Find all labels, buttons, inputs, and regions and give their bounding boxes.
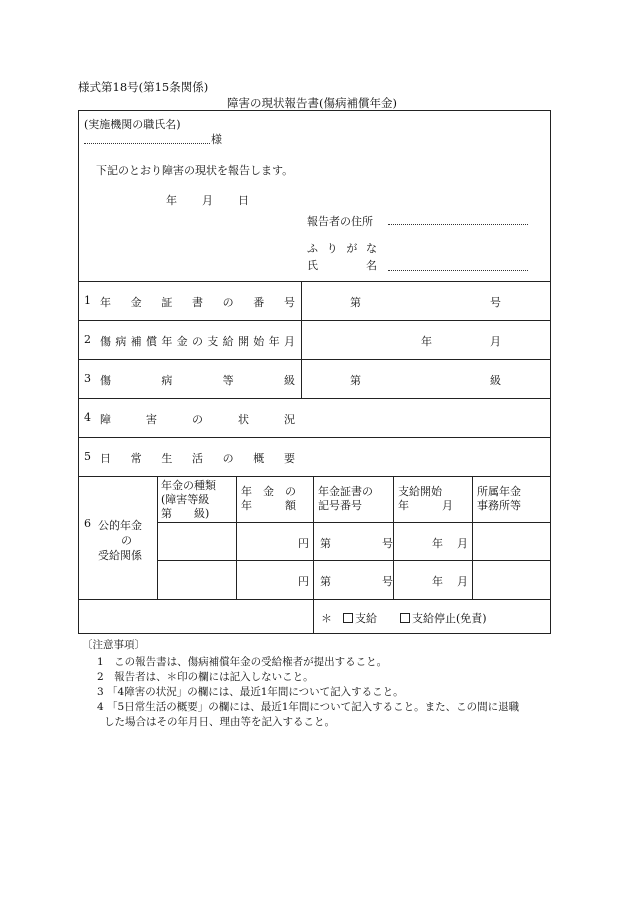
- row-divider: [78, 476, 551, 477]
- reporter-address-field[interactable]: [388, 224, 528, 225]
- pension-label-3: 受給関係: [98, 549, 142, 562]
- pension-label-2: の: [121, 534, 132, 547]
- pension-number: 6: [84, 517, 91, 530]
- header-pension-amount: 年 金 の 年 額: [241, 485, 296, 512]
- row-divider: [78, 599, 551, 600]
- status-asterisk: ＊: [321, 612, 332, 625]
- addressee-field[interactable]: [84, 143, 210, 144]
- pension-label-1: 公的年金: [98, 519, 142, 532]
- note-item: した場合はその年月日、理由等を記入すること。: [104, 716, 335, 728]
- pension-row-month: 月: [457, 575, 468, 588]
- date-year-label: 年: [166, 194, 177, 207]
- row3-label: 傷 病 等 級: [100, 374, 295, 387]
- name-char: 名: [366, 259, 377, 272]
- addressee-honorific: 様: [211, 133, 222, 146]
- row1-number: 1: [84, 294, 91, 307]
- row1-dai: 第: [350, 296, 361, 309]
- row-divider: [157, 560, 551, 561]
- name-label: [307, 257, 377, 273]
- pension-row-dai: 第: [320, 537, 331, 550]
- row-divider: [78, 281, 551, 282]
- form-number: 様式第18号(第15条関係): [78, 80, 209, 94]
- header-cert-number: 年金証書の 記号番号: [318, 485, 373, 512]
- row-divider: [78, 359, 551, 360]
- row3-number: 3: [84, 372, 91, 385]
- pension-row-yen: 円: [298, 537, 309, 550]
- pension-row-year: 年: [432, 575, 443, 588]
- row3-dai: 第: [350, 374, 361, 387]
- pension-row-go: 号: [382, 575, 393, 588]
- intro-text: 下記のとおり障害の現状を報告します。: [96, 164, 294, 177]
- column-divider: [393, 476, 394, 599]
- row5-label: 日 常 生 活 の 概 要: [100, 452, 295, 465]
- status-option-payment[interactable]: [343, 610, 377, 626]
- form-title: 障害の現状報告書(傷病補償年金): [227, 96, 397, 110]
- header-pension-office: 所属年金 事務所等: [477, 485, 521, 512]
- status-option-label: 支給停止(免責): [412, 612, 487, 625]
- furigana-char: り: [326, 242, 338, 255]
- note-item: 3 「4障害の状況」の欄には、最近1年間について記入すること。: [97, 686, 404, 698]
- furigana-char: が: [346, 242, 358, 255]
- checkbox-icon[interactable]: [400, 613, 410, 623]
- row2-number: 2: [84, 333, 91, 346]
- header-start-date: 支給開始 年 月: [398, 485, 453, 512]
- status-option-label: 支給: [355, 612, 377, 625]
- note-item: 1 この報告書は、傷病補償年金の受給権者が提出すること。: [97, 656, 388, 668]
- row2-year: 年: [421, 335, 432, 348]
- row4-number: 4: [84, 411, 91, 424]
- header-pension-type: 年金の種類 (障害等級 第 級): [161, 479, 216, 520]
- date-day-label: 日: [238, 194, 249, 207]
- column-divider: [313, 476, 314, 599]
- column-divider: [301, 281, 302, 398]
- pension-row-year: 年: [432, 537, 443, 550]
- date-month-label: 月: [202, 194, 213, 207]
- notes-title: 〔注意事項〕: [82, 639, 145, 651]
- row-divider: [78, 437, 551, 438]
- row1-label: 年 金 証 書 の 番 号: [100, 296, 295, 309]
- row-divider: [78, 398, 551, 399]
- name-char: 氏: [307, 259, 318, 272]
- row2-month: 月: [490, 335, 501, 348]
- pension-row-go: 号: [382, 537, 393, 550]
- row5-number: 5: [84, 450, 91, 463]
- column-divider: [236, 476, 237, 599]
- status-option-suspension[interactable]: [400, 610, 487, 626]
- addressee-label: (実施機関の職氏名): [84, 118, 181, 131]
- pension-row-dai: 第: [320, 575, 331, 588]
- reporter-name-field[interactable]: [388, 270, 528, 271]
- row1-go: 号: [490, 296, 501, 309]
- column-divider: [157, 476, 158, 599]
- row2-label: 傷 病 補 償 年 金 の 支 給 開 始 年 月: [100, 335, 295, 348]
- note-item: 2 報告者は、＊印の欄には記入しないこと。: [97, 671, 314, 683]
- row3-kyu: 級: [490, 374, 501, 387]
- row-divider: [78, 320, 551, 321]
- furigana-label: [307, 240, 377, 256]
- furigana-char: な: [365, 242, 377, 255]
- note-item: 4 「5日常生活の概要」の欄には、最近1年間について記入すること。また、この間に退職: [97, 701, 520, 713]
- pension-row-month: 月: [457, 537, 468, 550]
- furigana-char: ふ: [307, 242, 318, 255]
- row4-label: 障 害 の 状 況: [100, 413, 295, 426]
- reporter-address-label: 報告者の住所: [307, 215, 373, 228]
- column-divider: [313, 599, 314, 634]
- checkbox-icon[interactable]: [343, 613, 353, 623]
- column-divider: [472, 476, 473, 599]
- row-divider: [157, 522, 551, 523]
- pension-row-yen: 円: [298, 575, 309, 588]
